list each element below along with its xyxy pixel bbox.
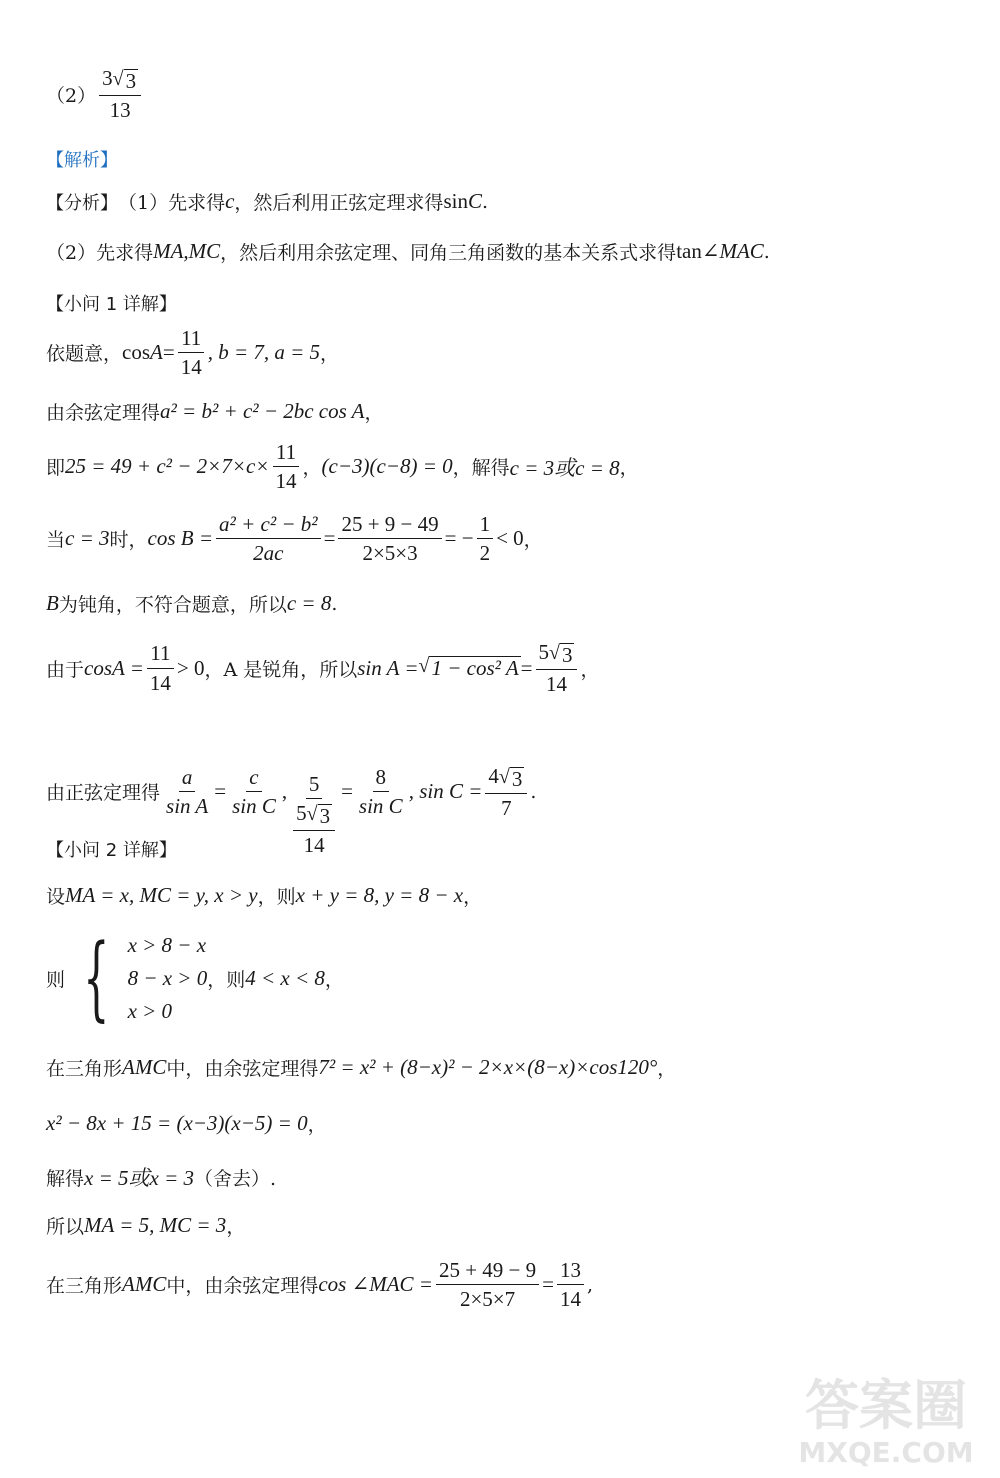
q2-l7-text-b: 中，由余弦定理得 <box>166 1275 319 1298</box>
q1-l7-f2-den: sin C <box>232 794 276 819</box>
q1-l4-f1-num: a² + c² − b² <box>216 512 321 539</box>
q1-l3-solution: c = 3或c = 8 <box>509 455 620 480</box>
watermark-logo-icon <box>786 1362 986 1472</box>
q2-l2-text-b: ，则 <box>207 968 246 991</box>
q1-l1-num: 11 <box>178 326 204 353</box>
q1-l6-result: 5 √ 3 14 <box>536 640 578 696</box>
fenxi-l2-end: . <box>763 240 770 263</box>
q2-l7-end: , <box>586 1273 594 1296</box>
q1-l4-fraction-2 <box>338 512 441 565</box>
fenxi-l2-text-a: （2）先求得 <box>46 242 154 264</box>
q2-header: 【小问 2 详解】 <box>46 840 177 861</box>
q1-l7-f3-num: 5 <box>306 772 323 799</box>
q1-l3-fraction <box>272 440 299 493</box>
q1-l4-text-b: 时， <box>109 529 148 552</box>
q2-l1-text-a: 设 <box>46 886 66 908</box>
fenxi-l1-C: C <box>467 189 482 213</box>
q2-sys-3: x > 0 <box>127 998 173 1023</box>
q2-l5-text-a: 解得 <box>46 1167 85 1190</box>
q2-l7-f2-den: 14 <box>559 1287 581 1312</box>
q1-l4-cos: cos B = <box>147 526 214 551</box>
q1-l6-sin: sin A = <box>357 655 419 680</box>
q2-l5-expr: x = 5或x = 3 <box>84 1166 194 1190</box>
q2-l7-f1-num: 25 + 49 − 9 <box>436 1258 539 1285</box>
q2-l3-triangle: AMC <box>122 1055 167 1079</box>
q1-l2-text: 由余弦定理得 <box>46 402 161 424</box>
q1-line-6 <box>46 640 600 696</box>
q1-l4-f1-den: 2ac <box>253 541 284 566</box>
q1-l6-rnum-coef: 5 <box>538 640 549 664</box>
q2-l3-end: ， <box>657 1058 677 1080</box>
q1-header: 【小问 1 详解】 <box>46 294 177 315</box>
q1-l6-text-a: 由于 <box>46 658 85 681</box>
q1-l4-fraction-1 <box>216 512 321 565</box>
q1-l3-expr2: (c−3)(c−8) = 0 <box>321 454 453 479</box>
q1-l7-res-rad: 3 <box>511 766 523 791</box>
q2-l3-text-b: 中，由余弦定理得 <box>166 1058 319 1080</box>
q1-l1-den: 14 <box>180 355 202 380</box>
q1-l7-res-den: 7 <box>501 795 512 820</box>
q1-l7-f3-den-den: 14 <box>303 833 325 858</box>
q2-l1-text-b: ，则 <box>257 886 296 908</box>
q1-l4-f3-num: 1 <box>477 512 494 539</box>
q1-l4-text-a: 当 <box>46 529 66 552</box>
q1-l1-cos: cos <box>122 340 151 365</box>
q1-line-5 <box>46 590 337 617</box>
q1-l7-sinC: , sin C = <box>408 779 483 804</box>
q1-l1-fraction <box>178 326 205 379</box>
q1-l4-eq: = <box>323 526 336 551</box>
q1-l6-den: 14 <box>149 670 171 695</box>
q1-l7-f1-den: sin A <box>166 794 209 819</box>
answer-2-fraction: 3 √ 3 13 <box>99 66 141 122</box>
watermark-bottom-text: MXQE.COM <box>798 1436 974 1469</box>
q1-l3-text-b: ， <box>302 457 322 480</box>
q1-l4-cond: c = 3 <box>65 526 110 551</box>
q1-l7-f3-den-rad: 3 <box>319 804 331 829</box>
fenxi-l2-vars: MA,MC <box>153 239 221 263</box>
answer-2-num-coef: 3 <box>102 66 113 90</box>
q1-l3-den: 14 <box>275 469 297 494</box>
q2-line-6 <box>46 1212 245 1239</box>
q1-l3-end: ， <box>619 457 639 480</box>
fenxi-l1-var: c <box>225 189 235 213</box>
q1-l2-end: ， <box>364 402 384 424</box>
q2-l1-expr: MA = x, MC = y, x > y <box>65 883 258 907</box>
q1-l4-f2-num: 25 + 9 − 49 <box>338 512 441 539</box>
q2-l5-text-b: （舍去）. <box>194 1167 277 1190</box>
q1-l7-fraction-2 <box>229 765 279 818</box>
q1-l6-end: ， <box>580 658 600 681</box>
q2-line-2 <box>46 924 344 1031</box>
q1-l6-rnum-rad: 3 <box>561 643 573 667</box>
q2-l7-fraction-2 <box>557 1258 584 1311</box>
q2-l7-cos: cos ∠MAC = <box>318 1272 433 1297</box>
q1-l5-result: c = 8 <box>286 591 332 615</box>
q1-l1-eq: = <box>162 340 175 365</box>
q1-l6-text-b: ，A 是锐角，所以 <box>204 658 358 681</box>
q2-l3-expr: 7² = x² + (8−x)² − 2×x×(8−x)×cos120° <box>318 1055 658 1079</box>
q2-l7-triangle: AMC <box>122 1272 167 1297</box>
fenxi-l2-MAC: MAC <box>719 239 764 263</box>
fenxi-line-2 <box>46 238 770 265</box>
q2-l4-end: ， <box>307 1114 327 1136</box>
q1-l1-rest: , b = 7, a = 5 <box>207 340 321 365</box>
q2-line-3 <box>46 1054 676 1081</box>
fenxi-label: 【分析】 <box>46 192 118 214</box>
q2-l7-eq: = <box>542 1272 554 1297</box>
q1-l7-f2-num: c <box>246 765 261 792</box>
q2-l3-text-a: 在三角形 <box>46 1058 123 1080</box>
q1-l7-fraction-1 <box>163 765 211 818</box>
q2-line-7 <box>46 1258 593 1311</box>
q1-l7-text: 由正弦定理得 <box>46 782 161 805</box>
q2-l7-text-a: 在三角形 <box>46 1275 123 1298</box>
q2-l7-f2-num: 13 <box>557 1258 584 1285</box>
q1-l7-f1-num: a <box>179 765 196 792</box>
q1-l4-eq2: = − <box>444 526 474 551</box>
q1-line-3 <box>46 440 639 493</box>
q2-l1-end: ， <box>463 886 483 908</box>
answer-2-num-rad: 3 <box>125 69 137 93</box>
q1-l7-fraction-4 <box>356 765 406 818</box>
q2-l2-range: 4 < x < 8 <box>245 965 325 990</box>
jiexi-label: 【解析】 <box>46 150 118 171</box>
q1-l5-text: 为钝角，不符合题意，所以 <box>58 594 287 616</box>
q1-l3-expr: 25 = 49 + c² − 2×7×c× <box>65 454 270 479</box>
fenxi-l1-sin: sin <box>443 189 468 213</box>
q1-l4-f2-den: 2×5×3 <box>362 541 418 566</box>
q2-l6-text-a: 所以 <box>46 1216 85 1238</box>
q1-l7-res-coef: 4 <box>488 763 499 788</box>
q1-l6-eq: = <box>520 655 533 680</box>
q1-l6-cos: cosA = <box>84 655 144 680</box>
q2-line-4 <box>46 1110 327 1137</box>
q2-sys-2: 8 − x > 0 <box>127 965 208 990</box>
q2-sys-1: x > 8 − x <box>127 932 207 957</box>
fenxi-l1-end: . <box>481 190 489 213</box>
q1-l7-end: . <box>530 780 537 803</box>
q1-line-1 <box>46 326 339 379</box>
q2-l2-text-a: 则 <box>46 968 66 991</box>
q1-l7-f3-den-coef: 5 <box>296 801 307 826</box>
q1-l3-text-a: 即 <box>46 457 66 480</box>
fenxi-line-1 <box>46 188 488 215</box>
q1-l3-text-c: ，解得 <box>452 457 510 480</box>
fenxi-l2-text-b: ，然后利用余弦定理、同角三角函数的基本关系式求得 <box>220 242 677 264</box>
q1-l6-rden: 14 <box>545 672 567 697</box>
q1-l1-A: A <box>150 340 163 365</box>
answer-2-prefix: （2） <box>46 84 97 107</box>
watermark-top-text: 答案圈 <box>805 1374 967 1437</box>
q2-l6-expr: MA = 5, MC = 3 <box>84 1213 227 1237</box>
left-brace-icon: { <box>83 924 110 1031</box>
fenxi-l2-tan: tan∠ <box>676 239 720 263</box>
q1-l2-expr: a² = b² + c² − 2bc cos A <box>160 399 365 423</box>
q1-l7-fraction-3: 5 5 √ 3 14 <box>290 772 338 857</box>
q1-l1-end: ， <box>320 343 340 366</box>
q2-l2-end: ， <box>324 968 344 991</box>
q1-l7-f4-den: sin C <box>358 794 403 819</box>
q1-line-2 <box>46 398 384 425</box>
answer-2-den: 13 <box>109 98 131 123</box>
q1-l4-lt: < 0 <box>496 526 524 551</box>
q2-line-5 <box>46 1162 276 1192</box>
q1-l7-result: 4 √ 3 7 <box>485 764 527 820</box>
q1-line-4 <box>46 512 543 565</box>
q1-l1-text: 依题意， <box>46 343 123 366</box>
fenxi-l1-text-a: （1）先求得 <box>118 192 226 214</box>
answer-2-line <box>46 66 144 122</box>
q2-l4-expr: x² − 8x + 15 = (x−3)(x−5) = 0 <box>46 1111 308 1135</box>
q1-l6-num: 11 <box>147 641 173 668</box>
q1-l4-f3-den: 2 <box>479 541 491 566</box>
inequality-system <box>128 933 208 1024</box>
q1-l5-end: . <box>331 592 338 615</box>
q2-line-1 <box>46 882 482 909</box>
q1-l5-B: B <box>46 591 59 615</box>
q1-l7-f4-num: 8 <box>373 765 390 792</box>
q2-l7-fraction-1 <box>436 1258 539 1311</box>
q1-l6-sqrt: √ 1 − cos² A <box>418 655 519 681</box>
fenxi-l1-text-b: ，然后利用正弦定理求得 <box>234 192 444 214</box>
q2-l6-end: ， <box>226 1216 246 1238</box>
q1-l4-end: ， <box>523 529 543 552</box>
q1-l6-gt: > 0 <box>176 655 205 680</box>
q2-l1-expr2: x + y = 8, y = 8 − x <box>295 883 464 907</box>
q1-l6-fraction <box>147 641 174 694</box>
q1-l3-num: 11 <box>273 440 299 467</box>
q2-l7-f1-den: 2×5×7 <box>459 1287 516 1312</box>
q1-l6-rad: 1 − cos² A <box>431 656 519 681</box>
q1-l4-fraction-3 <box>477 512 494 565</box>
q1-line-7: 由正弦定理得 $\frac{a}{\text{sin A}}$ = $\frac{c}{\text{sin C}}$ , 5 5 √ 3 14 = $\frac{8}{\text{sin C}}$ , sin C = 4 √ 3 7 . <box>46 763 537 858</box>
